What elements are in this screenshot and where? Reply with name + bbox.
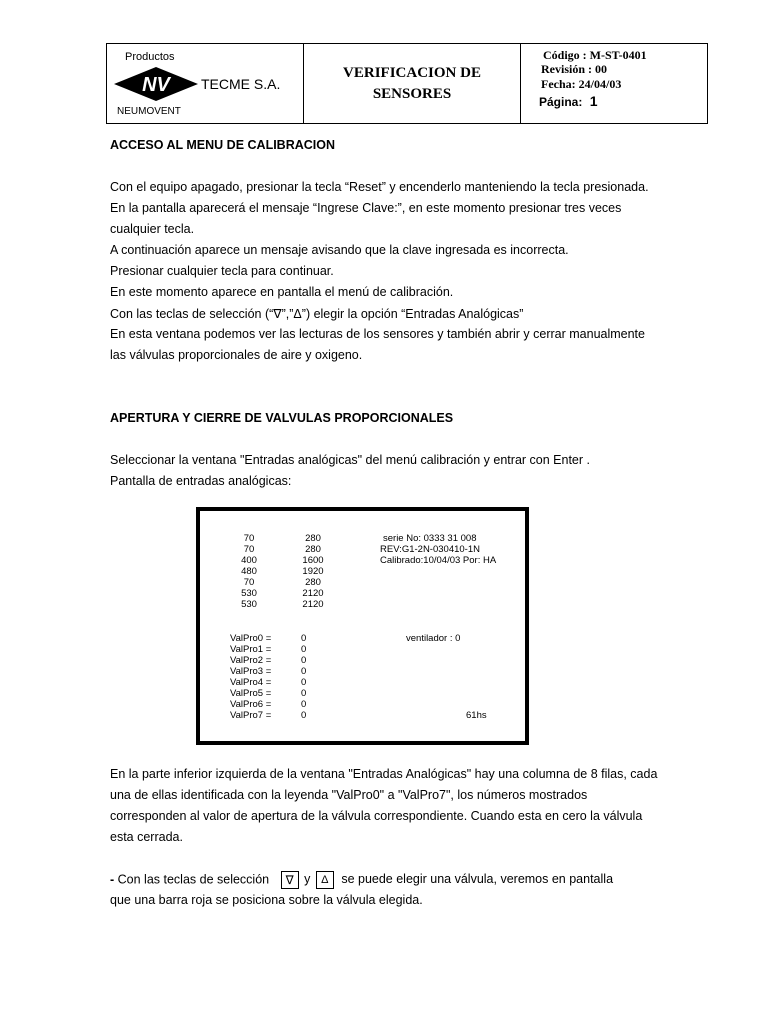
valpro-label: ValPro3 = xyxy=(230,666,272,677)
reading: 70 xyxy=(243,544,255,555)
paragraph-line: Con las teclas de selección (“∇”,”Δ”) elegir la opción “Entradas Analógicas” xyxy=(110,307,524,321)
reading: 70 xyxy=(243,533,255,544)
valpro-label: ValPro5 = xyxy=(230,688,272,699)
valpro-label: ValPro7 = xyxy=(230,710,272,721)
revision-code: REV:G1-2N-030410-1N xyxy=(380,544,480,555)
paragraph-line: una de ellas identificada con la leyenda "ValPro0" a "ValPro7", los números mostrados xyxy=(110,788,588,802)
valpro-value: 0 xyxy=(301,655,307,666)
pagina-label: Página: xyxy=(539,95,583,109)
paragraph-line: corresponden al valor de apertura de la válvula correspondiente. Cuando esta en cero la válvula xyxy=(110,809,643,823)
calibration-date: Calibrado:10/04/03 Por: HA xyxy=(380,555,497,566)
down-key-icon: ∇ xyxy=(281,871,299,889)
title-line-1: VERIFICACION DE xyxy=(343,64,481,81)
reading: 2120 xyxy=(302,599,324,610)
hours-counter: 61hs xyxy=(466,710,487,721)
serial-number: serie No: 0333 31 008 xyxy=(383,533,477,544)
paragraph-line: En este momento aparece en pantalla el menú de calibración. xyxy=(110,285,454,299)
selection-text-before: Con las teclas de selección xyxy=(114,872,270,887)
valpro-value: 0 xyxy=(301,699,307,710)
paragraph-line: A continuación aparece un mensaje avisando que la clave ingresada es incorrecta. xyxy=(110,243,569,257)
logo-cell xyxy=(107,44,304,123)
logo-bottom-text: NEUMOVENT xyxy=(117,106,181,117)
reading: 280 xyxy=(305,533,321,544)
paragraph-line: Presionar cualquier tecla para continuar. xyxy=(110,264,334,278)
document-header xyxy=(106,43,708,124)
reading: 480 xyxy=(241,566,257,577)
title-line-2: SENSORES xyxy=(372,85,452,102)
valpro-values xyxy=(301,633,306,721)
selection-text-after: se puede elegir una válvula, veremos en pantalla xyxy=(341,872,614,887)
neumovent-logo-icon xyxy=(113,66,199,102)
valpro-label: ValPro2 = xyxy=(230,655,272,666)
valpro-value: 0 xyxy=(301,677,307,688)
codigo: Código : M-ST-0401 xyxy=(543,48,647,62)
bullet-dash: - xyxy=(110,872,115,887)
sensor-col1 xyxy=(234,533,264,610)
doc-meta xyxy=(521,44,707,123)
section2-heading: APERTURA Y CIERRE DE VALVULAS PROPORCIONALES xyxy=(110,411,454,425)
ventilador-status: ventilador : 0 xyxy=(406,633,461,644)
logo-brand-text: NV xyxy=(142,74,170,96)
selection-text-y: y xyxy=(304,872,311,887)
paragraph-line: cualquier tecla. xyxy=(110,222,195,236)
reading: 280 xyxy=(305,577,321,588)
paragraph-line: Pantalla de entradas analógicas: xyxy=(110,474,292,488)
paragraph-line: esta cerrada. xyxy=(110,830,183,844)
valpro-value: 0 xyxy=(301,644,307,655)
paragraph-line: En esta ventana podemos ver las lecturas de los sensores y también abrir y cerrar manualmente xyxy=(110,327,645,341)
reading: 530 xyxy=(241,588,257,599)
logo-top-text: Productos xyxy=(125,51,175,63)
doc-title xyxy=(304,44,521,123)
valpro-label: ValPro1 = xyxy=(230,644,272,655)
valpro-label: ValPro6 = xyxy=(230,699,272,710)
valpro-label: ValPro4 = xyxy=(230,677,272,688)
sensor-col2 xyxy=(298,533,328,610)
valpro-labels xyxy=(230,633,271,721)
reading: 1920 xyxy=(302,566,324,577)
reading: 2120 xyxy=(302,588,324,599)
valpro-value: 0 xyxy=(301,666,307,677)
paragraph-line: En la pantalla aparecerá el mensaje “Ingrese Clave:”, en este momento presionar tres veces xyxy=(110,201,622,215)
up-key-icon: Δ xyxy=(316,871,334,889)
paragraph-line: En la parte inferior izquierda de la ventana "Entradas Analógicas" hay una columna de 8 filas, cada xyxy=(110,767,658,781)
valpro-label: ValPro0 = xyxy=(230,633,272,644)
paragraph-line: Con el equipo apagado, presionar la tecla “Reset” y encenderlo manteniendo la tecla presionada. xyxy=(110,180,649,194)
reading: 1600 xyxy=(302,555,324,566)
analog-inputs-screen xyxy=(196,507,529,745)
valpro-value: 0 xyxy=(301,633,307,644)
device-info xyxy=(380,533,496,566)
section1-heading: ACCESO AL MENU DE CALIBRACION xyxy=(110,138,336,152)
paragraph-line: que una barra roja se posiciona sobre la válvula elegida. xyxy=(110,893,423,907)
pagina-number: 1 xyxy=(589,93,598,109)
paragraph-line: Seleccionar la ventana "Entradas analógicas" del menú calibración y entrar con Enter . xyxy=(110,453,590,467)
valpro-value: 0 xyxy=(301,710,307,721)
reading: 400 xyxy=(241,555,257,566)
logo-company: TECME S.A. xyxy=(201,76,281,92)
reading: 530 xyxy=(241,599,257,610)
reading: 70 xyxy=(243,577,255,588)
revision: Revisión : 00 xyxy=(541,62,607,76)
fecha: Fecha: 24/04/03 xyxy=(541,77,622,91)
valpro-value: 0 xyxy=(301,688,307,699)
selection-keys-line xyxy=(110,871,613,889)
paragraph-line: las válvulas proporcionales de aire y oxigeno. xyxy=(110,348,363,362)
reading: 280 xyxy=(305,544,321,555)
pagina xyxy=(539,93,597,109)
